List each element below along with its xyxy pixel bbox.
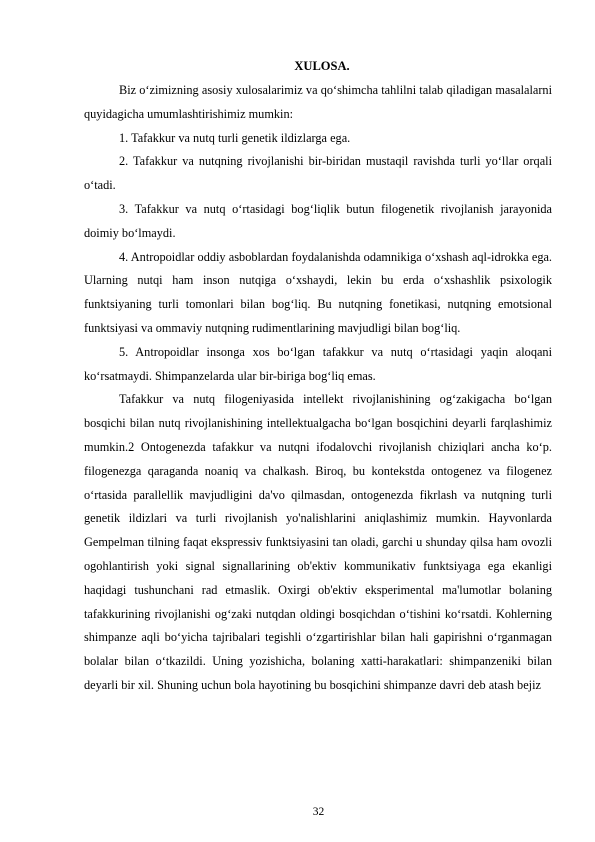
paragraph-point-4: 4. Antropoidlar oddiy asboblardan foydalanishda odamnikiga o‘xshash aql-idrokka ega. Ularning nutqi ham inson nutqiga o‘xshaydi, lekin bu erda o‘xshashlik psixologik funktsiyaning turli tomonlari bilan bog‘liq. Bu nutqning fonetikasi, nutqning emotsional funktsiyasi va ommaviy nutqning rudimentlarining mavjudligi bilan bog‘liq. bbox=[84, 249, 552, 335]
section-title: XULOSA. bbox=[294, 59, 350, 73]
document-page bbox=[84, 54, 552, 698]
paragraph-point-5: 5. Antropoidlar insonga xos bo‘lgan tafakkur va nutq o‘rtasidagi yaqin aloqani ko‘rsatmaydi. Shimpanzelarda ular bir-biriga bog‘liq emas. bbox=[84, 344, 552, 383]
paragraph-point-1: 1. Tafakkur va nutq turli genetik ildizlarga ega. bbox=[119, 130, 351, 145]
page-number: 32 bbox=[312, 806, 325, 818]
paragraph-intro: Biz o‘zimizning asosiy xulosalarimiz va qo‘shimcha tahlilni talab qiladigan masalalarni quyidagicha umumlashtirishimiz mumkin: bbox=[84, 83, 552, 121]
paragraph-point-2: 2. Tafakkur va nutqning rivojlanishi bir-biridan mustaqil ravishda turli yo‘llar orqali o‘tadi. bbox=[84, 154, 552, 193]
paragraph-point-3: 3. Tafakkur va nutq o‘rtasidagi bog‘liqlik butun filogenetik rivojlanish jarayonida doimiy bo‘lmaydi. bbox=[84, 201, 552, 240]
paragraph-body: Tafakkur va nutq filogeniyasida intellekt rivojlanishining og‘zakigacha bo‘lgan bosqichi bilan nutq rivojlanishining intellektualgacha bo‘lgan bosqichini deyarli farqlashimiz mumkin.2 Ontogenezda tafakkur va nutqni ifodalovchi rivojlanish chiziqlari ancha ko‘p. filogenezga qaraganda noaniq va chalkash. Biroq, bu kontekstda ontogenez va filogenez o‘rtasida parallellik mavjudligini da'vo qilmasdan, ontogenezda fikrlash va nutqning turli genetik ildizlari va turli rivojlanish yo'nalishlarini aniqlashimiz mumkin. Hayvonlarda Gempelman tilning faqat ekspressiv funktsiyasini tan oladi, garchi u shunday qilsa ham ovozli ogohlantirish yoki signal signallarining ob'ektiv kommunikativ funktsiyaga ega ekanligi haqidagi tushunchani rad etmaslik. Oxirgi ob'ektiv eksperimental ma'lumotlar bolaning tafakkurining rivojlanishi og‘zaki nutqdan oldingi bosqichdan o‘tishini ko‘rsatdi. Kohlerning shimpanze aqli bo‘yicha tajribalari tegishli o‘zgartirishlar bilan hali gapirishni o‘rganmagan bolalar bilan o‘tkazildi. Uning yozishicha, bolaning xatti-harakatlari: shimpanzeniki bilan deyarli bir xil. Shuning uchun bola hayotining bu bosqichini shimpanze davri deb atash bejiz bbox=[84, 392, 552, 692]
